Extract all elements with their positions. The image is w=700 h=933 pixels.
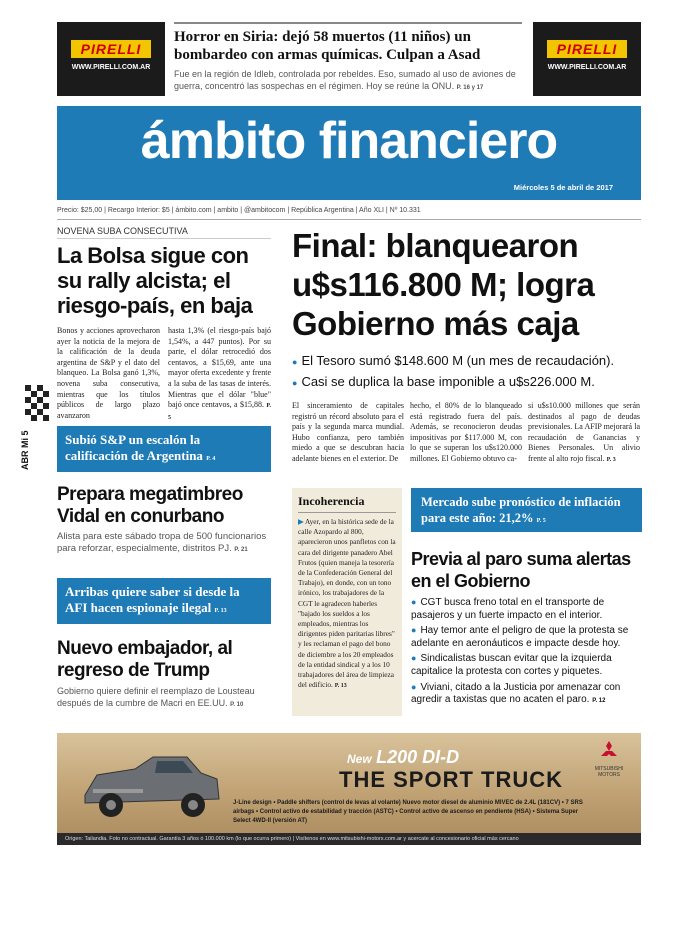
paro-bullets: [411, 596, 642, 708]
kicker: NOVENA SUBA CONSECUTIVA: [57, 226, 271, 239]
car-footer: Origen: Tailandia. Foto no contractual. Garantía 3 años ó 100.000 km (lo que ocurra primero) | Visítenos en www.mitsubishi-motors.com.ar y acercate al concesionario oficial más cercano: [57, 833, 641, 845]
paro-headline: Previa al paro suma alertas en el Gobierno: [411, 549, 631, 591]
main-bullet-2: ● Casi se duplica la base imponible a u$s226.000 M.: [292, 372, 642, 393]
top-story[interactable]: [174, 22, 522, 94]
mitsubishi-ad[interactable]: [57, 733, 641, 845]
car-features: J-Line design • Paddle shifters (control de levas al volante) Nuevo motor diesel de aluminio MIVEC de 2.4L (181CV) • 7 SRS airbags • Control activo de estabilidad y tracción (ASTC) • Control activo de ascenso en pendiente (HSA) • Sistema Super Select 4WD-II (versión AT): [233, 800, 583, 824]
page-ref: P. 16 y 17: [456, 85, 484, 91]
incoherencia-title: Incoherencia: [298, 494, 396, 513]
main-col-2: hecho, el 80% de lo blanqueado está registrado fuera del país. Además, se reconocieron deudas impositivas por $117.000 M, con lo que se superan los u$s120.000 millones. El Gobierno obtuvo ca-: [410, 401, 522, 463]
pirelli-logo: PIRELLI: [71, 40, 151, 58]
page-ref: P. 5: [536, 518, 546, 524]
bolsa-body: [57, 326, 271, 423]
mercado-box[interactable]: Mercado sube pronóstico de inflación para este año: 21,2% P. 5: [411, 488, 642, 532]
main-bullet-1: ● El Tesoro sumó $148.600 M (un mes de recaudación).: [292, 351, 642, 372]
page-ref: P. 13: [214, 608, 227, 614]
top-story-headline: Horror en Siria: dejó 58 muertos (11 niños) un bombardeo con armas químicas. Culpan a Asad: [174, 29, 481, 63]
paro-bullet-1: ● CGT busca freno total en el transporte de pasajeros y un fuerte impacto en el interior.: [411, 596, 642, 622]
embajador-summary: Gobierno quiere definir el reemplazo de Lousteau después de la cumbre de Macri en EE.UU. P. 10: [57, 686, 255, 708]
bolsa-col-2: hasta 1,3% (el riesgo-país bajó 1,54%, a 447 puntos). Por su parte, el dólar retrocedió dos centavos, a $15,69, ante una mayor oferta excedente y frente a la suba de las tasas de interés. Mientras que el dólar "blue" bajó once centavos, a $15,88. P. 5: [168, 326, 271, 421]
paro-bullet-2: ● Hay temor ante el peligro de que la protesta se adelante en aeronáuticos e impacte desde hoy.: [411, 624, 642, 650]
paro-story[interactable]: [411, 548, 642, 708]
sp-box[interactable]: Subió S&P un escalón la calificación de Argentina P. 4: [57, 426, 271, 472]
incoherencia-text: ▶ Ayer, en la histórica sede de la calle Azopardo al 800, aparecieron unos panfletos con la cara del dirigente panadero Abel Frutos (quien maneja la tesorería de la Confederación General del Trabajo), en donde, con un tono irónico, los trabajadores de la CGT le agradecen haberles "bajado los sueldos a los empleados, mientras los dirigentes piden paritarias libres" y les reclaman el pago del bono de diciembre a los 20 empleados de la entidad sindical y a los 10 trabajadores del área de limpieza del edificio. P. 13: [298, 517, 396, 690]
pirelli-logo: PIRELLI: [547, 40, 627, 58]
page-ref: P. 3: [606, 456, 616, 463]
main-col-3: si u$s10.000 millones que serán destinados al pago de deudas previsionales. La AFIP mejorará la recaudación de Ganancias y Bienes Personales. Un alivio frente al alto rojo fiscal. P. 3: [528, 401, 640, 463]
checker-icon: [25, 385, 49, 425]
main-story[interactable]: [292, 226, 642, 466]
bolsa-col-1: Bonos y acciones aprovecharon ayer la noticia de la mejora de la calificación de la deuda argentina de S&P y el dato del blanqueo. La Bolsa ganó 1,3%, novena suba consecutiva, mientras que los títulos públicos de largo plazo avanzaron: [57, 326, 160, 420]
main-bullets: [292, 351, 642, 393]
pirelli-ad-right[interactable]: [533, 22, 641, 96]
page-ref: P. 10: [230, 702, 244, 708]
pirelli-url: WWW.PIRELLI.COM.AR: [547, 64, 627, 71]
vidal-summary: Alista para este sábado tropa de 500 funcionarios para reforzar, especialmente, distritos PJ. P. 21: [57, 531, 267, 554]
vidal-story[interactable]: [57, 484, 271, 556]
embajador-story[interactable]: [57, 638, 271, 711]
pirelli-ad-left[interactable]: [57, 22, 165, 96]
page-ref: P. 4: [206, 456, 216, 462]
main-body: [292, 401, 642, 466]
diamond-icon: [598, 741, 620, 761]
top-story-summary: Fue en la región de Idleb, controlada por rebeldes. Eso, sumado al uso de aviones de guerra, concentró las sospechas en el régimen. Hoy se reúne la ONU. P. 16 y 17: [174, 69, 516, 91]
left-column: [57, 226, 271, 423]
side-date-label: ABR Mi 5: [20, 430, 30, 470]
car-tagline: THE SPORT TRUCK: [339, 767, 563, 792]
main-col-1: El sinceramiento de capitales registró un récord absoluto para el país y la segunda marca mundial. Hubo confianza, pero también miedo a que se descubran hacia adelante bienes en el exterior. De: [292, 401, 404, 463]
vidal-headline: Prepara megatimbreo Vidal en conurbano: [57, 484, 243, 527]
info-bar: Precio: $25,00 | Recargo Interior: $5 | ámbito.com | ambito | @ambitocom | República Argentina | Año XLI | Nº 10.331: [57, 204, 641, 220]
incoherencia-box[interactable]: [292, 488, 402, 716]
main-headline: Final: blanquearon u$s116.800 M; logra Gobierno más caja: [292, 227, 595, 342]
afi-box[interactable]: Arribas quiere saber si desde la AFI hacen espionaje ilegal P. 13: [57, 578, 271, 624]
paro-bullet-4: ● Viviani, citado a la Justicia por amenazar con agredir a taxistas que no acaten el paro. P. 12: [411, 681, 642, 708]
page-ref: P. 21: [234, 547, 248, 553]
car-model: New L200 DI-D: [347, 747, 460, 767]
masthead: [57, 106, 641, 200]
masthead-title: ámbito financiero: [140, 112, 558, 170]
arrow-icon: ▶: [298, 517, 304, 526]
page-ref: P. 13: [334, 683, 347, 690]
bolsa-headline[interactable]: La Bolsa sigue con su rally alcista; el riesgo-país, en baja: [57, 243, 253, 318]
paro-bullet-3: ● Sindicalistas buscan evitar que la izquierda capitalice la protesta con cortes y piquetes.: [411, 652, 642, 678]
masthead-date: Miércoles 5 de abril de 2017: [513, 183, 613, 192]
embajador-headline: Nuevo embajador, al regreso de Trump: [57, 638, 233, 681]
pirelli-url: WWW.PIRELLI.COM.AR: [71, 64, 151, 71]
page-ref: P. 12: [592, 698, 606, 705]
page-ref: P. 5: [168, 403, 271, 421]
truck-image: [75, 749, 225, 823]
mitsubishi-logo: MITSUBISHI MOTORS: [587, 741, 631, 778]
